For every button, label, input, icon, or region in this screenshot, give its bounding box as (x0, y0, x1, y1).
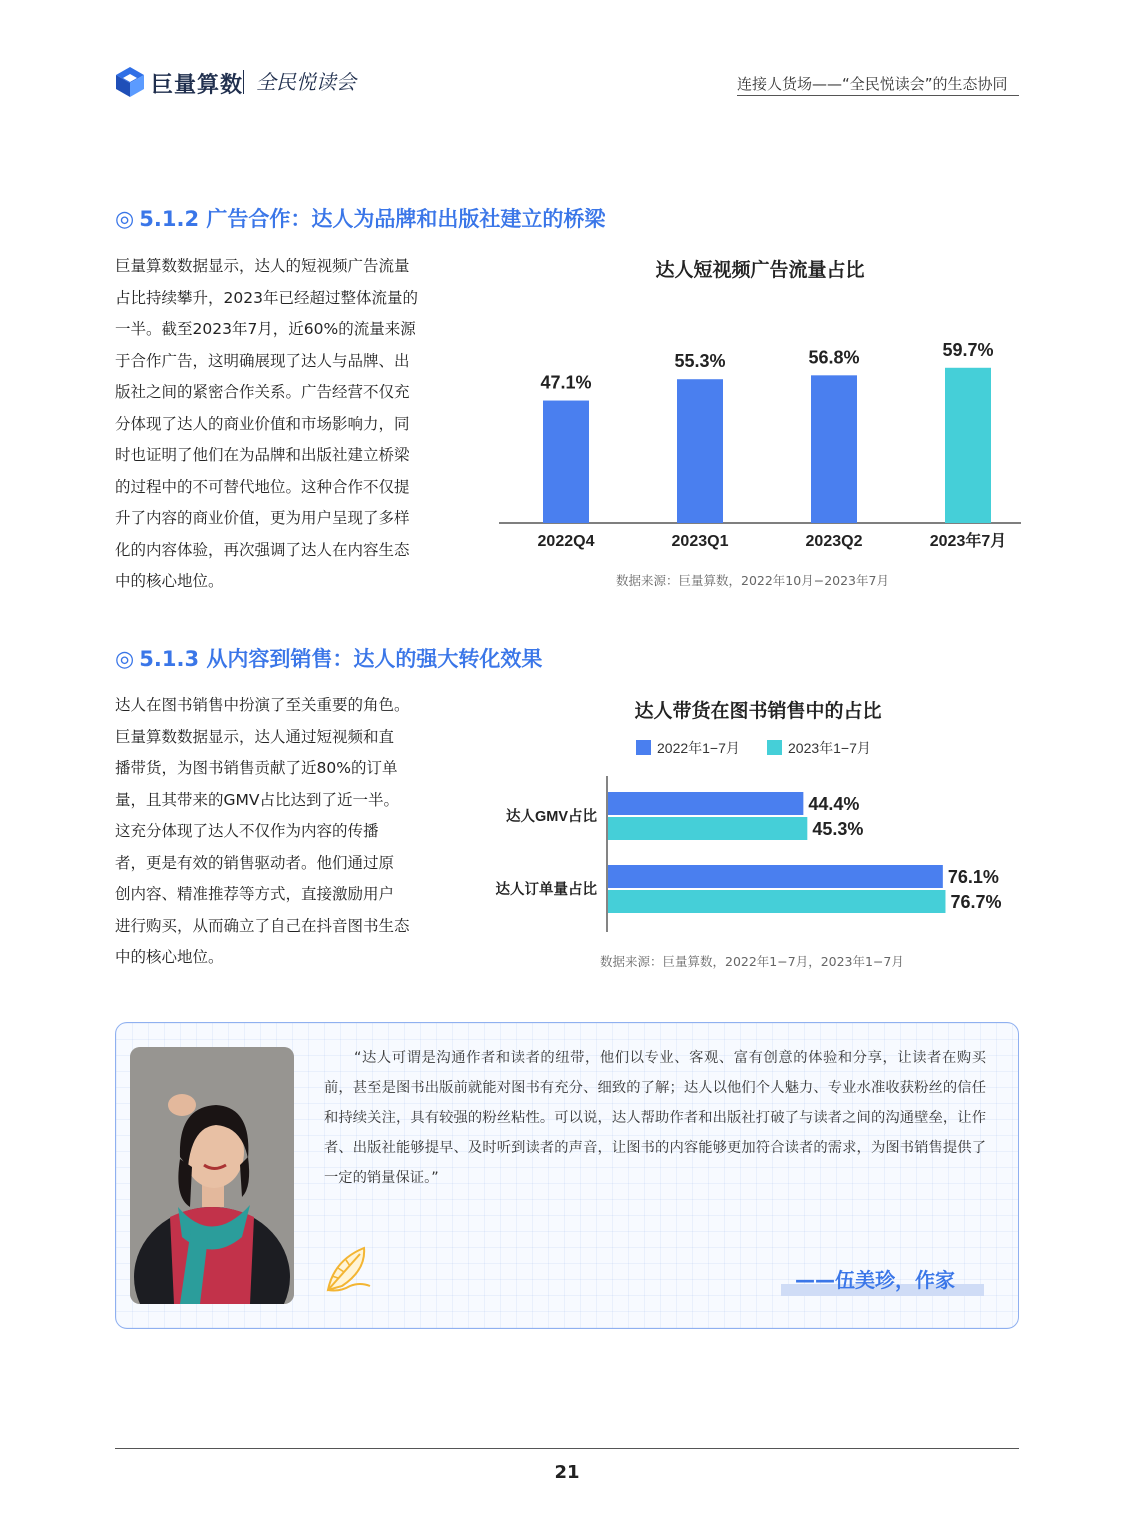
chart2-source: 数据来源：巨量算数，2022年1−7月，2023年1−7月 (600, 954, 904, 969)
paragraph-line: 的过程中的不可替代地位。这种合作不仅提 (115, 477, 410, 496)
data-label: 76.7% (950, 892, 1002, 912)
x-tick-label: 2022Q4 (537, 533, 595, 550)
bar (677, 379, 723, 523)
x-tick-label: 2023Q1 (671, 533, 729, 550)
paragraph-line: 分体现了达人的商业价值和市场影响力，同 (115, 414, 410, 433)
x-tick-label: 2023年7月 (929, 533, 1007, 550)
paragraph-line: 量，且其带来的GMV占比达到了近一半。 (115, 790, 399, 809)
section-heading-513 (115, 643, 542, 673)
data-label: 45.3% (812, 819, 864, 839)
header-title: 连接人货场——“全民悦读会”的生态协同 (737, 75, 1008, 93)
bar (608, 817, 807, 840)
legend-swatch (636, 740, 651, 755)
page-number: 21 (554, 1462, 580, 1483)
quote-author: ——伍美珍，作家 (795, 1268, 955, 1292)
legend-swatch (767, 740, 782, 755)
y-tick-label: 达人GMV占比 (505, 809, 597, 825)
bar (608, 792, 803, 815)
bar (543, 401, 589, 523)
chart1-title: 达人短视频广告流量占比 (655, 259, 865, 281)
chart2-title: 达人带货在图书销售中的占比 (634, 700, 882, 722)
data-label: 55.3% (674, 351, 726, 372)
header-rule (737, 95, 1019, 96)
brand-name: 巨量算数 (151, 73, 244, 98)
paragraph-line: 这充分体现了达人不仅作为内容的传播 (115, 822, 379, 840)
paragraph-line: 者，更是有效的销售驱动者。他们通过原 (115, 853, 395, 872)
vertical-bar-chart (495, 285, 1025, 560)
paragraph-line: 升了内容的商业价值，更为用户呈现了多样 (115, 509, 410, 527)
paragraph-line: 播带货，为图书销售贡献了近80%的订单 (115, 759, 398, 777)
section-title: 5.1.3 从内容到销售：达人的强大转化效果 (139, 647, 543, 671)
paragraph-line: 达人在图书销售中扮演了至关重要的角色。 (115, 696, 410, 714)
paragraph-line: 化的内容体验，再次强调了达人在内容生态 (115, 540, 410, 559)
paragraph-line: 进行购买，从而确立了自己在抖音图书生态 (115, 916, 410, 935)
data-label: 56.8% (808, 347, 860, 368)
paragraph-line: 一半。截至2023年7月，近60%的流量来源 (115, 320, 416, 338)
quote-text: “达人可谓是沟通作者和读者的纽带，他们以专业、客观、富有创意的体验和分享，让读者在购买前，甚至是图书出版前就能对图书有充分、细致的了解；达人以他们个人魅力、专业水准收获粉丝的信任和持续关注，具有较强的粉丝粘性。可以说，达人帮助作者和出版社打破了与读者之间的沟通壁垒，让作者、出版社能够提早、及时听到读者的声音，让图书的内容能够更加符合读者的需求，为图书销售提供了一定的销量保证。” (324, 1050, 986, 1186)
legend-label: 2023年1−7月 (788, 740, 871, 756)
section-513-paragraph (115, 690, 443, 974)
bar (608, 890, 945, 913)
data-label: 76.1% (947, 867, 999, 887)
paragraph-line: 中的核心地位。 (115, 572, 224, 590)
brand-logo-icon (114, 65, 146, 99)
chart1-source: 数据来源：巨量算数，2022年10月−2023年7月 (616, 573, 889, 588)
paragraph-line: 于合作广告，这明确展现了达人与品牌、出 (115, 351, 410, 370)
paragraph-line: 巨量算数数据显示，达人通过短视频和直 (115, 727, 395, 746)
paragraph-line: 中的核心地位。 (115, 948, 224, 966)
data-label: 44.4% (808, 794, 860, 814)
paragraph-line: 时也证明了他们在为品牌和出版社建立桥梁 (115, 446, 410, 464)
y-tick-label: 达人订单量占比 (495, 882, 597, 898)
section-title: 5.1.2 广告合作：达人为品牌和出版社建立的桥梁 (139, 207, 606, 231)
section-heading-512 (115, 203, 605, 233)
section-512-paragraph (115, 251, 443, 598)
data-label: 59.7% (942, 339, 994, 360)
feather-icon (320, 1242, 376, 1298)
brand-divider (243, 70, 244, 94)
paragraph-line: 巨量算数数据显示，达人的短视频广告流量 (115, 257, 410, 275)
horizontal-bar-chart (480, 732, 1040, 942)
author-portrait (130, 1047, 294, 1304)
brand-sub-logo: 全民悦读会 (256, 70, 356, 94)
data-label: 47.1% (540, 372, 592, 393)
bullet-icon: ◎ (115, 647, 135, 672)
paragraph-line: 占比持续攀升，2023年已经超过整体流量的 (115, 288, 418, 307)
bar (945, 368, 991, 523)
bullet-icon: ◎ (115, 207, 135, 232)
legend-label: 2022年1−7月 (657, 740, 740, 756)
bar (811, 375, 857, 523)
paragraph-line: 版社之间的紧密合作关系。广告经营不仅充 (115, 383, 410, 401)
footer-rule (115, 1448, 1019, 1449)
bar (608, 865, 943, 888)
x-tick-label: 2023Q2 (805, 533, 863, 550)
paragraph-line: 创内容、精准推荐等方式，直接激励用户 (115, 885, 395, 903)
